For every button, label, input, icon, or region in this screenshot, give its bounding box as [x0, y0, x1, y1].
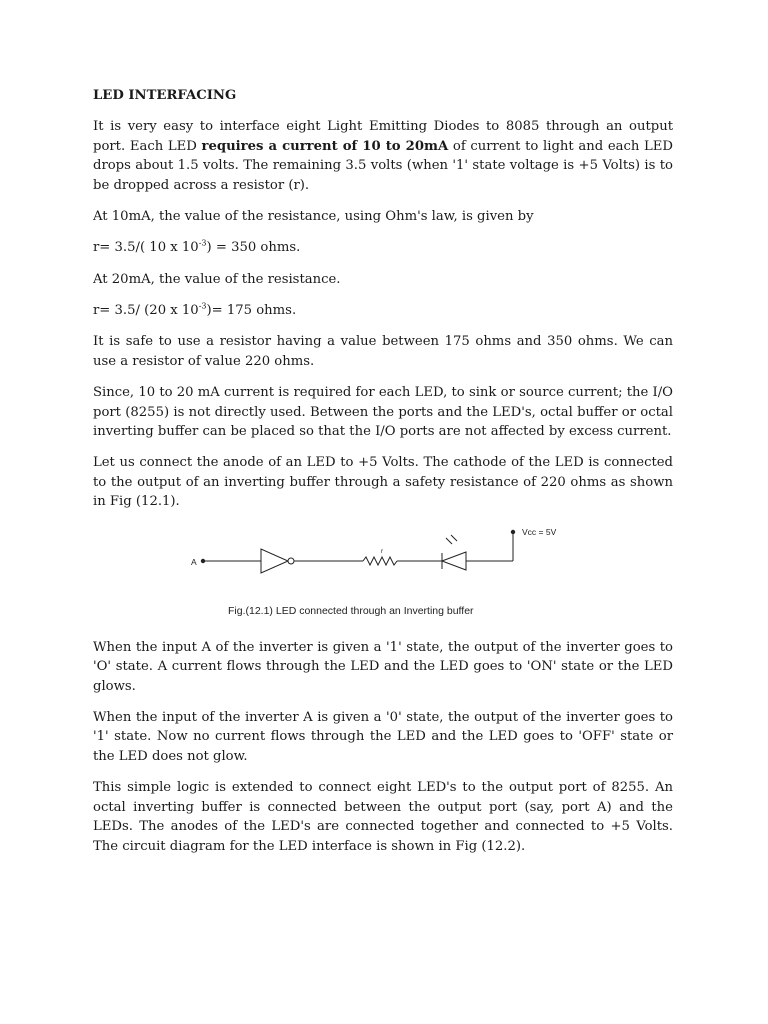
light-arrow-1 — [446, 538, 452, 544]
paragraph-20ma: At 20mA, the value of the resistance. — [93, 271, 341, 287]
paragraph-state-one: When the input A of the inverter is given a '1' state, the output of the inverter goes to 'O' state. A current flows through the LED and the LED goes to 'ON' state or the LED glows. — [93, 639, 673, 694]
paragraph-anode-connection: Let us connect the anode of an LED to +5 Volts. The cathode of the LED is connected to the output of an inverting buffer through a safety resistance of 220 ohms as shown in Fig (12.1). — [93, 455, 673, 510]
section-heading: LED INTERFACING — [93, 88, 237, 103]
formula-10ma-pre: r= 3.5/( 10 x 10 — [93, 239, 199, 255]
paragraph-intro — [93, 117, 673, 195]
inverter-bubble — [288, 558, 294, 564]
formula-20ma-pre: r= 3.5/ (20 x 10 — [93, 302, 199, 318]
inverter-buffer-icon — [261, 549, 288, 573]
figure-led-circuit — [170, 524, 600, 624]
figure-caption: Fig.(12.1) LED connected through an Inverting buffer — [228, 604, 474, 617]
paragraph-ohms-law: At 10mA, the value of the resistance, using Ohm's law, is given by — [93, 208, 534, 224]
paragraph-eight-leds: This simple logic is extended to connect eight LED's to the output port of 8255. An octal inverting buffer is connected between the output port (say, port A) and the LEDs. The anodes of the LED's are connected together and connected to +5 Volts. The circuit diagram for the LED interface is shown in Fig (12.2). — [93, 780, 673, 854]
formula-10ma — [93, 238, 673, 258]
resistor-icon — [363, 557, 397, 565]
vcc-label: Vcc = 5V — [522, 526, 557, 537]
formula-10ma-post: ) = 350 ohms. — [206, 239, 301, 255]
vcc-terminal-dot — [511, 529, 515, 533]
paragraph-resistor-choice: It is safe to use a resistor having a value between 175 ohms and 350 ohms. We can use a resistor of value 220 ohms. — [93, 334, 673, 369]
intro-text-bold: requires a current of 10 to 20mA — [201, 138, 449, 154]
document-content — [93, 86, 673, 868]
light-arrow-2 — [451, 535, 457, 541]
formula-20ma-exponent: -3 — [198, 301, 207, 311]
led-diode-icon — [442, 552, 466, 570]
intro-text-a: It is very easy to interface eight Light Emitting Diodes to 8085 through an output port. Each LED — [93, 119, 673, 154]
formula-20ma — [93, 301, 673, 321]
formula-10ma-exponent: -3 — [198, 238, 207, 248]
paragraph-state-zero: When the input of the inverter A is given a '0' state, the output of the inverter goes to '1' state. Now no current flows through the LED and the LED goes to 'OFF' state or the LED does not glow. — [93, 709, 673, 764]
resistor-label: r — [381, 547, 384, 555]
input-terminal-dot — [201, 558, 205, 562]
formula-20ma-post: )= 175 ohms. — [206, 302, 297, 318]
paragraph-buffer: Since, 10 to 20 mA current is required for each LED, to sink or source current; the I/O port (8255) is not directly used. Between the ports and the LED's, octal buffer or octal inverting buffer can be placed so that the I/O ports are not affected by excess current. — [93, 384, 673, 440]
input-a-label: A — [191, 556, 197, 567]
intro-text-c: of current to light and each LED drops about 1.5 volts. The remaining 3.5 volts (when '1' state voltage is +5 Volts) is to be dropped across a resistor (r). — [93, 138, 674, 193]
